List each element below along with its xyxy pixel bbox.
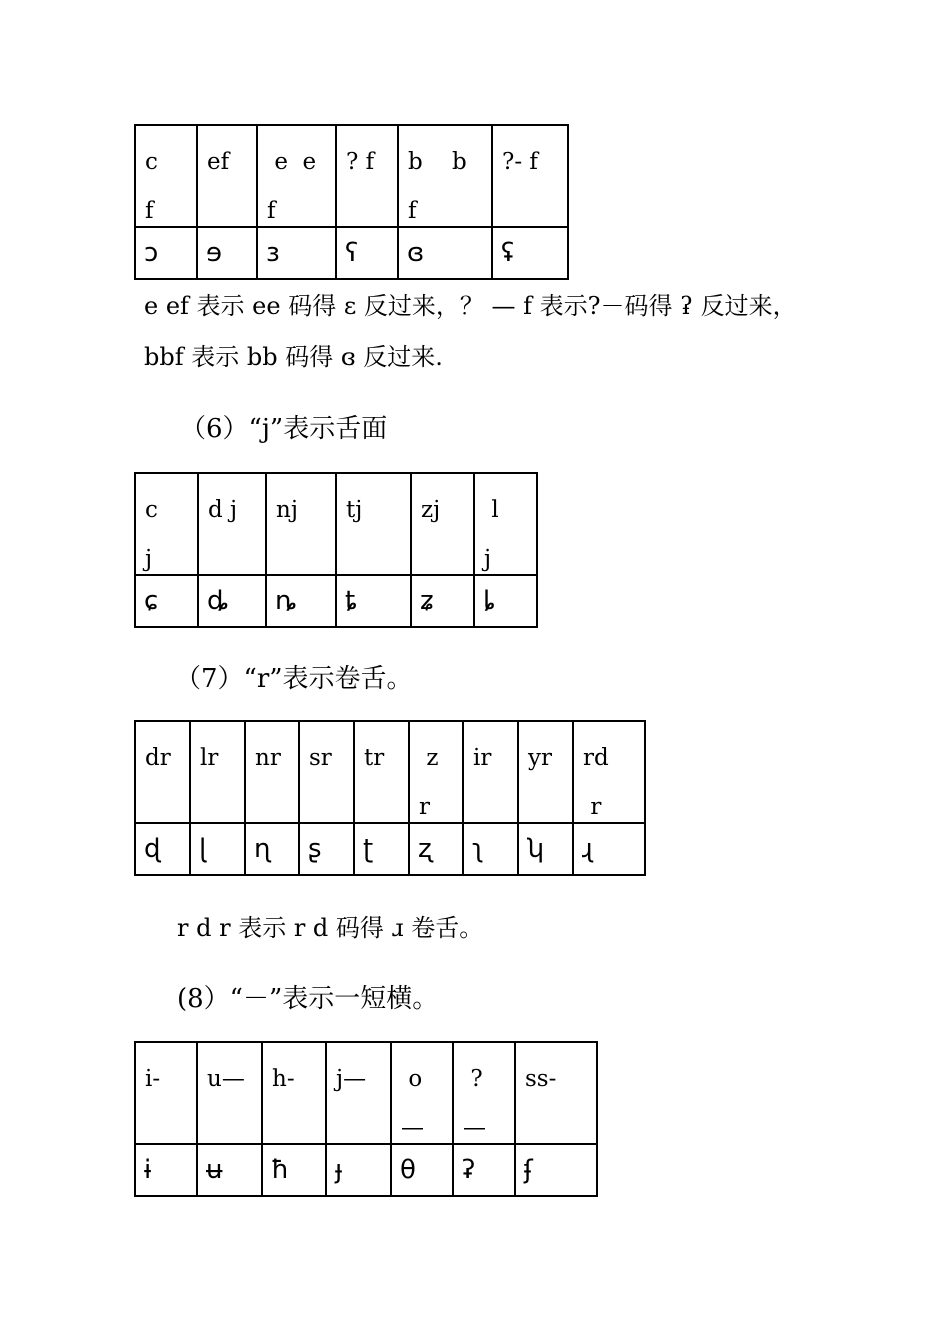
code-cell: b b f xyxy=(398,125,492,227)
code-cell: sr xyxy=(299,721,354,823)
code-cell: ? — xyxy=(453,1042,515,1144)
symbol-cell: ʕ xyxy=(336,227,398,279)
code-cell: z r xyxy=(409,721,463,823)
symbol-cell: ʄ xyxy=(515,1144,597,1196)
symbol-cell: ʅ xyxy=(463,823,518,875)
code-cell: ef xyxy=(197,125,257,227)
note-retroflex: r d r 表示 r d 码得 ɹ 卷舌。 xyxy=(177,914,484,942)
code-cell: ir xyxy=(463,721,518,823)
symbol-cell: ȡ xyxy=(198,575,266,627)
symbol-cell: ɘ xyxy=(197,227,257,279)
code-cell: yr xyxy=(518,721,573,823)
code-cell: ss- xyxy=(515,1042,597,1144)
code-cell: ?- f xyxy=(492,125,568,227)
symbol-cell: ɭ xyxy=(190,823,245,875)
code-cell: i- xyxy=(135,1042,197,1144)
table-short-bar xyxy=(134,1041,598,1197)
code-cell: c f xyxy=(135,125,197,227)
code-cell: nr xyxy=(245,721,299,823)
section-heading-6: （6）“j”表示舌面 xyxy=(180,414,388,444)
table-row-codes xyxy=(135,473,537,575)
symbol-cell: ɳ xyxy=(245,823,299,875)
table-row-symbols xyxy=(135,575,537,627)
code-cell: rd r xyxy=(573,721,645,823)
code-cell: l j xyxy=(474,473,537,575)
table-row-codes xyxy=(135,721,645,823)
code-cell: c j xyxy=(135,473,198,575)
symbol-cell: ɖ xyxy=(135,823,190,875)
code-cell: nj xyxy=(266,473,336,575)
code-cell: tj xyxy=(336,473,411,575)
symbol-cell: ȵ xyxy=(266,575,336,627)
code-cell: lr xyxy=(190,721,245,823)
symbol-cell: ɻ xyxy=(573,823,645,875)
table-row-symbols xyxy=(135,823,645,875)
symbol-cell: θ xyxy=(391,1144,453,1196)
note-line-1: e ef 表示 ee 码得 ɛ 反过来，？ — f 表示?－码得 ʡ 反过来， xyxy=(144,292,797,320)
table-row-symbols xyxy=(135,227,568,279)
symbol-cell: ɨ xyxy=(135,1144,197,1196)
code-cell: ? f xyxy=(336,125,398,227)
note-line-2: bbf 表示 bb 码得 ɞ 反过来. xyxy=(144,343,443,371)
symbol-cell: ʐ xyxy=(409,823,463,875)
symbol-cell: ħ xyxy=(262,1144,326,1196)
code-cell: u— xyxy=(197,1042,262,1144)
table-row-codes xyxy=(135,125,568,227)
table-row-codes xyxy=(135,1042,597,1144)
code-cell: tr xyxy=(354,721,409,823)
table-palatal xyxy=(134,472,538,628)
symbol-cell: ɔ xyxy=(135,227,197,279)
symbol-cell: ȶ xyxy=(336,575,411,627)
code-cell: h- xyxy=(262,1042,326,1144)
code-cell: j— xyxy=(326,1042,391,1144)
symbol-cell: ɜ xyxy=(257,227,336,279)
symbol-cell: ʮ xyxy=(518,823,573,875)
symbol-cell: ȴ xyxy=(474,575,537,627)
symbol-cell: ʉ xyxy=(197,1144,262,1196)
code-cell: zj xyxy=(411,473,474,575)
symbol-cell: ʢ xyxy=(492,227,568,279)
symbol-cell: ʡ xyxy=(453,1144,515,1196)
symbol-cell: ʂ xyxy=(299,823,354,875)
section-heading-7: （7）“r”表示卷舌。 xyxy=(175,664,413,694)
symbol-cell: ɞ xyxy=(398,227,492,279)
code-cell: e e f xyxy=(257,125,336,227)
table-retroflex xyxy=(134,720,646,876)
code-cell: o — xyxy=(391,1042,453,1144)
section-heading-8: (8）“－”表示一短横。 xyxy=(177,984,439,1014)
code-cell: dr xyxy=(135,721,190,823)
table-rounded-vowels xyxy=(134,124,569,280)
symbol-cell: ʈ xyxy=(354,823,409,875)
table-row-symbols xyxy=(135,1144,597,1196)
symbol-cell: ɕ xyxy=(135,575,198,627)
symbol-cell: ʑ xyxy=(411,575,474,627)
code-cell: d j xyxy=(198,473,266,575)
symbol-cell: ɟ xyxy=(326,1144,391,1196)
